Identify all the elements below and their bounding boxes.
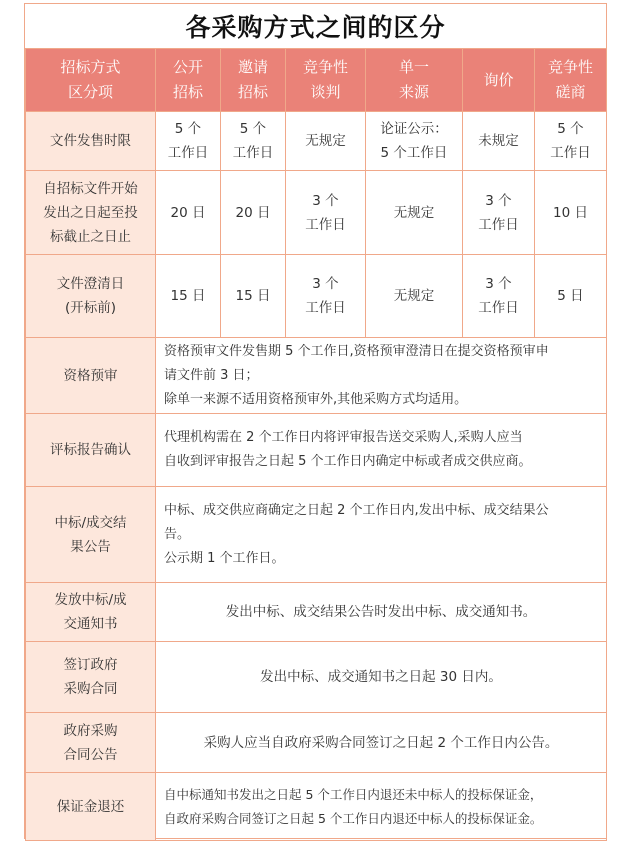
merged-cell: 代理机构需在 2 个工作日内将评审报告送交采购人,采购人应当 自收到评审报告之日起 5 个工作日内确定中标或者成交供应商。	[156, 414, 607, 487]
table-cell: 3 个 工作日	[286, 255, 366, 338]
row-label: 中标/成交结 果公告	[26, 487, 156, 583]
table-row	[26, 773, 607, 841]
corner-header: 招标方式 区分项	[26, 49, 156, 112]
method-header-competitive-negotiation: 竞争性 谈判	[286, 49, 366, 112]
table-cell: 论证公示： 5 个工作日	[366, 112, 463, 171]
row-label: 评标报告确认	[26, 414, 156, 487]
table-cell: 5 个 工作日	[156, 112, 221, 171]
merged-cell: 采购人应当自政府采购合同签订之日起 2 个工作日内公告。	[156, 713, 607, 773]
table-cell: 无规定	[366, 171, 463, 255]
row-label: 资格预审	[26, 338, 156, 414]
table-row	[26, 583, 607, 642]
table-cell: 20 日	[221, 171, 286, 255]
merged-cell: 发出中标、成交结果公告时发出中标、成交通知书。	[156, 583, 607, 642]
table-cell: 未规定	[463, 112, 535, 171]
row-label: 保证金退还	[26, 773, 156, 841]
table-cell: 无规定	[286, 112, 366, 171]
method-header-competitive-consultation: 竞争性 磋商	[535, 49, 607, 112]
merged-cell: 资格预审文件发售期 5 个工作日,资格预审澄清日在提交资格预审申 请文件前 3 日； 除单一来源不适用资格预审外,其他采购方式均适用。	[156, 338, 607, 414]
row-label: 文件澄清日 (开标前)	[26, 255, 156, 338]
row-label: 文件发售时限	[26, 112, 156, 171]
table-row	[26, 255, 607, 338]
row-label: 发放中标/成 交通知书	[26, 583, 156, 642]
table-cell: 20 日	[156, 171, 221, 255]
method-header-open-tender: 公开 招标	[156, 49, 221, 112]
table-cell: 无规定	[366, 255, 463, 338]
table-cell: 5 个 工作日	[535, 112, 607, 171]
row-label: 政府采购 合同公告	[26, 713, 156, 773]
table-row	[26, 713, 607, 773]
method-header-inquiry: 询价	[463, 49, 535, 112]
table-row	[26, 642, 607, 713]
table-cell: 10 日	[535, 171, 607, 255]
header-row	[26, 49, 607, 112]
merged-cell: 发出中标、成交通知书之日起 30 日内。	[156, 642, 607, 713]
row-label: 自招标文件开始 发出之日起至投 标截止之日止	[26, 171, 156, 255]
table-cell: 15 日	[156, 255, 221, 338]
table-cell: 3 个 工作日	[286, 171, 366, 255]
table-cell: 5 日	[535, 255, 607, 338]
row-label: 签订政府 采购合同	[26, 642, 156, 713]
document-frame	[24, 3, 607, 839]
merged-cell: 中标、成交供应商确定之日起 2 个工作日内,发出中标、成交结果公 告。 公示期 1 个工作日。	[156, 487, 607, 583]
table-cell: 3 个 工作日	[463, 171, 535, 255]
method-header-single-source: 单一 来源	[366, 49, 463, 112]
table-row	[26, 414, 607, 487]
table-row	[26, 112, 607, 171]
merged-cell: 自中标通知书发出之日起 5 个工作日内退还未中标人的投标保证金， 自政府采购合同签订之日起 5 个工作日内退还中标人的投标保证金。	[156, 773, 607, 841]
table-row	[26, 487, 607, 583]
table-cell: 15 日	[221, 255, 286, 338]
comparison-table	[25, 48, 607, 841]
method-header-invited-tender: 邀请 招标	[221, 49, 286, 112]
table-cell: 3 个 工作日	[463, 255, 535, 338]
table-row	[26, 171, 607, 255]
table-row	[26, 338, 607, 414]
table-cell: 5 个 工作日	[221, 112, 286, 171]
page-title: 各采购方式之间的区分	[185, 13, 446, 42]
